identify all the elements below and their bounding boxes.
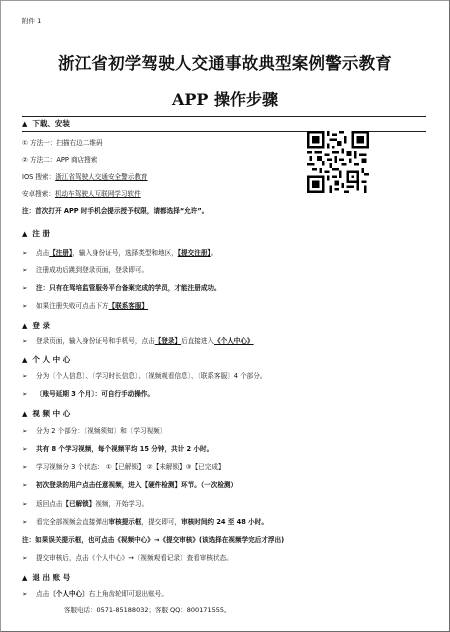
triangle-icon: ▲ [22,230,28,238]
text: 右上角齿轮即可退出账号。 [88,590,168,598]
download-method-1: ① 方法一：扫描右边二维码 [22,139,103,147]
section-title: 登 录 [32,321,51,330]
personal-center-ref[interactable]: 〔个人中心〕 [49,590,89,598]
register-step-3 [22,302,148,311]
text: 注册成功后跳到登录页面，登录即可。 [36,266,149,274]
arrow-icon: ➢ [22,500,28,508]
video-step-4 [22,481,237,490]
text: 视频，开始学习。 [95,500,149,508]
unlocked-video-ref[interactable]: 【已解锁】 [62,500,96,508]
video-step-6 [22,518,268,527]
section-title: 视 频 中 心 [32,409,71,418]
download-method-2: ② 方法二：APP 商店搜索 [22,156,98,164]
video-step-7 [22,554,233,563]
video-step-3 [22,463,225,472]
login-button-ref[interactable]: 【登录】 [154,337,182,345]
arrow-icon: ➢ [22,302,28,310]
android-app-link[interactable]: 机动车驾驶人互联网学习软件 [54,190,141,198]
document-title: 浙江省初学驾驶人交通事故典型案例警示教育 [58,54,392,73]
text: 点击 [36,590,50,598]
text: 。 [210,249,218,257]
qr-code[interactable] [307,131,369,193]
submit-register-button-ref[interactable]: 【提交注册】 [177,249,211,257]
arrow-icon: ➢ [22,554,28,562]
text: 注：只有在驾培监管服务平台备案完成的学员，才能注册成功。 [36,284,221,292]
login-step-1 [22,337,254,346]
text: 分为 2 个部分：〔视频须知〕和〔学习视频〕 [36,427,167,435]
arrow-icon: ➢ [22,445,28,453]
permission-note: 注：首次打开 APP 时手机会提示授予权限，请都选择“允许”。 [22,207,209,215]
text: 共有 8 个学习视频，每个视频平均 15 分钟，共计 2 小时。 [36,445,214,453]
register-step-1 [22,249,217,258]
text: ，输入身份证号，选择类型和地区， [72,249,178,257]
section-login-heading [22,320,50,331]
personal-center-link[interactable]: 《个人中心》 [214,337,254,345]
text: 如果注册失败可点击下方 [36,302,109,310]
triangle-icon: ▲ [22,356,28,364]
video-step-5 [22,500,148,509]
text: 初次登录的用户点击任意视频，进入【硬件检测】环节。（一次检测） [36,481,238,489]
arrow-icon: ➢ [22,463,28,471]
text: 登录页面，输入身份证号和手机号，点击 [36,337,155,345]
text: ，提交即可， [141,518,182,526]
triangle-icon: ▲ [22,574,28,582]
section-title: 个 人 中 心 [32,355,71,364]
triangle-icon: ▲ [22,410,28,418]
arrow-icon: ➢ [22,372,28,380]
ios-app-link[interactable]: 浙江省驾驶人交通安全警示教育 [55,173,148,181]
ios-search-row [22,173,148,182]
video-note: 注：如果误关提示框，也可点击《视频中心》→《提交审核》(该选择在视频学完后才浮出) [22,536,285,544]
video-step-1 [22,427,166,436]
arrow-icon: ➢ [22,266,28,274]
section-register-heading [22,227,426,241]
text: 〔账号延期 3 个月〕：可自行手动操作。 [36,390,154,398]
arrow-icon: ➢ [22,518,28,526]
triangle-icon: ▲ [22,322,28,330]
section-download-heading [22,116,426,132]
register-step-2 [22,266,148,275]
register-note [22,284,221,293]
arrow-icon: ➢ [22,590,28,598]
text: 提交审核后，点击《个人中心》→〔视频观看记录〕查看审核状态。 [36,554,233,562]
register-button-ref[interactable]: 【注册】 [49,249,73,257]
support-contact-footer: 客服电话：0571-85188032；客服 QQ：800171555。 [64,606,231,614]
section-title: 下载、安装 [32,119,70,128]
arrow-icon: ➢ [22,284,28,292]
text: 学习视频分 3 个状态： ①【已解锁】 ②【未解锁】③【已完成】 [36,463,225,471]
arrow-icon: ➢ [22,427,28,435]
arrow-icon: ➢ [22,390,28,398]
center-step-1 [22,372,266,381]
text: 点击 [36,249,50,257]
logout-step-1 [22,590,168,599]
ios-label: IOS 搜索： [22,173,56,181]
triangle-icon: ▲ [22,120,28,128]
text: 分为〔个人信息〕、〔学习时长信息〕、〔视频观看信息〕、〔联系客服〕4 个部分。 [36,372,267,380]
arrow-icon: ➢ [22,249,28,257]
text: 返回点击 [36,500,63,508]
android-label: 安卓搜索： [22,190,55,198]
section-title: 退 出 账 号 [32,573,71,582]
section-title: 注 册 [32,229,51,238]
text: 审核时间约 24 至 48 小时。 [181,518,268,526]
arrow-icon: ➢ [22,337,28,345]
text: 看完全部视频会直接弹出 [36,518,109,526]
center-step-2 [22,390,154,399]
android-search-row [22,190,141,199]
text: 审核提示框 [108,518,142,526]
video-step-2 [22,445,213,454]
section-center-heading [22,354,70,365]
text: 后直接进入 [181,337,215,345]
document-subtitle: APP 操作步骤 [171,90,279,109]
attachment-label: 附件 1 [22,17,42,25]
section-logout-heading [22,572,70,583]
contact-support-link[interactable]: 【联系客服】 [108,302,149,310]
arrow-icon: ➢ [22,481,28,489]
section-video-heading [22,408,70,419]
